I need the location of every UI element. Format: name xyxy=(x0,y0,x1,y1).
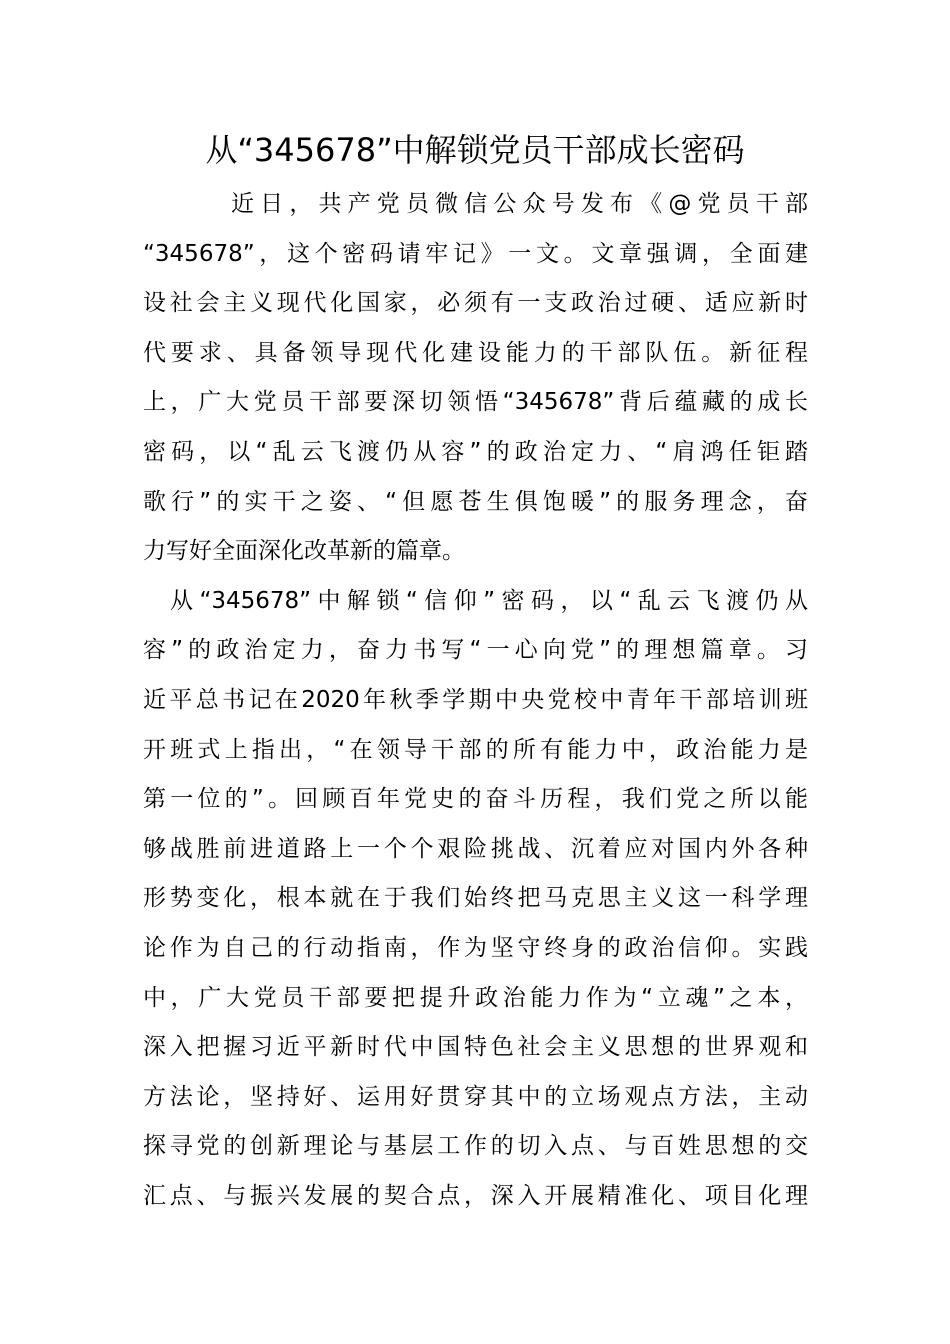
paragraph-line: 开班式上指出，“在领导干部的所有能力中，政治能力是 xyxy=(143,736,808,763)
paragraph-line: 探寻党的创新理论与基层工作的切入点、与百姓思想的交 xyxy=(143,1133,808,1160)
paragraph-line: 力写好全面深化改革新的篇章。 xyxy=(143,538,465,565)
paragraph-line: 从“345678”中解锁“信仰”密码，以“乱云飞渡仍从 xyxy=(170,587,808,614)
paragraph-line: 容”的政治定力，奋力书写“一心向党”的理想篇章。习 xyxy=(143,637,808,664)
paragraph-line: “345678”，这个密码请牢记》一文。文章强调，全面建 xyxy=(143,240,808,267)
paragraph-line: 设社会主义现代化国家，必须有一支政治过硬、适应新时 xyxy=(143,290,808,317)
paragraph-line: 形势变化，根本就在于我们始终把马克思主义这一科学理 xyxy=(143,885,808,912)
paragraph-line: 密码，以“乱云飞渡仍从容”的政治定力、“肩鸿任钜踏 xyxy=(143,438,808,465)
paragraph-line: 近日，共产党员微信公众号发布《@党员干部 xyxy=(231,191,808,217)
paragraph-line: 第一位的”。回顾百年党史的奋斗历程，我们党之所以能 xyxy=(143,786,808,813)
paragraph-line: 代要求、具备领导现代化建设能力的干部队伍。新征程 xyxy=(143,339,808,366)
paragraph-line: 歌行”的实干之姿、“但愿苍生俱饱暖”的服务理念，奋 xyxy=(143,488,808,515)
document-body xyxy=(143,180,808,1221)
paragraph-line: 论作为自己的行动指南，作为坚守终身的政治信仰。实践 xyxy=(143,934,808,961)
paragraph-line: 够战胜前进道路上一个个艰险挑战、沉着应对国内外各种 xyxy=(143,835,808,862)
paragraph-1 xyxy=(143,180,808,577)
document-title: 从“345678”中解锁党员干部成长密码 xyxy=(205,131,745,169)
paragraph-line: 深入把握习近平新时代中国特色社会主义思想的世界观和 xyxy=(143,1034,808,1061)
paragraph-line: 汇点、与振兴发展的契合点，深入开展精准化、项目化理 xyxy=(143,1182,808,1209)
paragraph-line: 近平总书记在2020年秋季学期中央党校中青年干部培训班 xyxy=(143,686,808,713)
paragraph-line: 中，广大党员干部要把提升政治能力作为“立魂”之本， xyxy=(143,984,808,1011)
paragraph-2 xyxy=(143,577,808,1222)
paragraph-line: 方法论，坚持好、运用好贯穿其中的立场观点方法，主动 xyxy=(143,1083,808,1110)
paragraph-line: 上，广大党员干部要深切领悟“345678”背后蕴藏的成长 xyxy=(143,389,808,416)
